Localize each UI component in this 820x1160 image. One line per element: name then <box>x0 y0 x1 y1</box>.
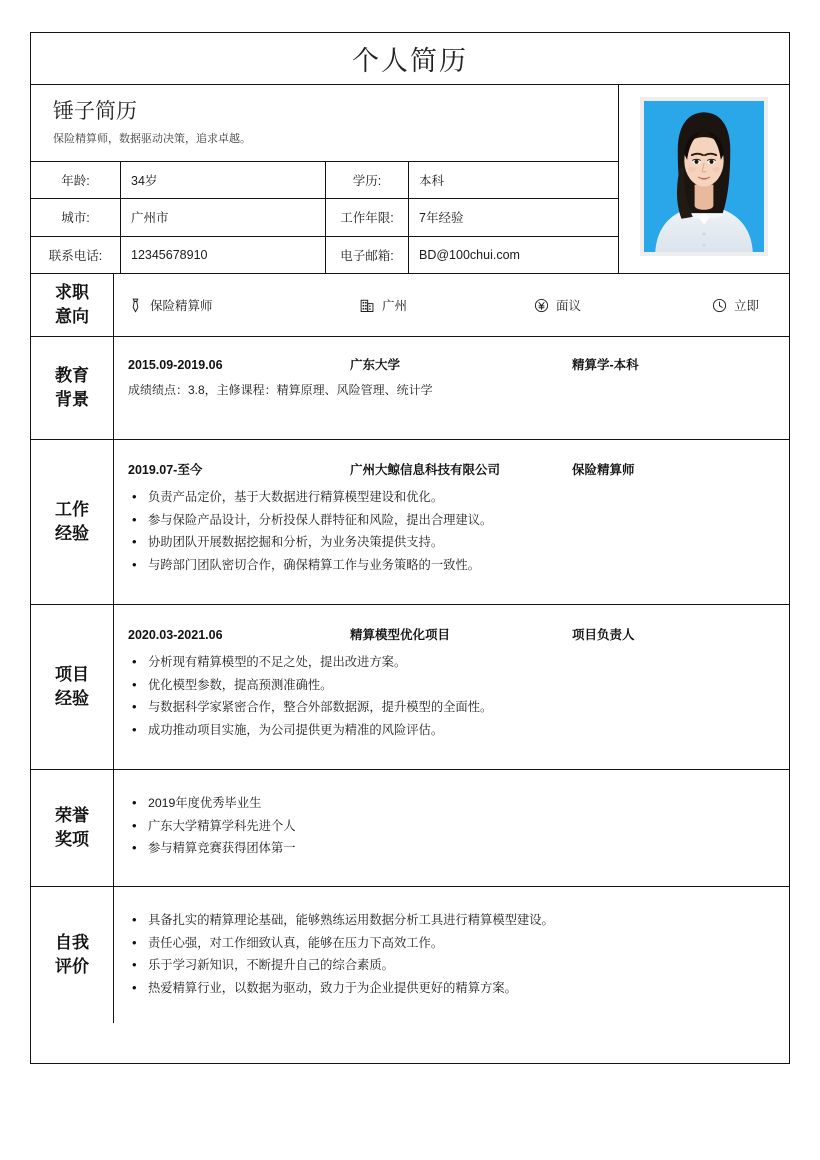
table-row <box>31 162 618 199</box>
work-date: 2019.07-至今 <box>128 463 203 477</box>
header-left <box>31 85 619 273</box>
intention-city-label: 广州 <box>382 299 408 313</box>
info-value-experience-years: 7年经验 <box>419 211 464 226</box>
section-label-work-experience <box>31 440 114 604</box>
project-entry-head <box>128 625 777 643</box>
work-role: 保险精算师 <box>572 463 635 477</box>
page-title: 个人简历 <box>352 46 468 76</box>
list-item: • 参与保险产品设计，分析投保人群特征和风险，提出合理建议。 <box>128 509 777 532</box>
section-education <box>31 337 789 440</box>
job-intention-list <box>114 274 789 336</box>
section-label-line-1: 工作 <box>55 499 89 519</box>
section-label-line-1: 项目 <box>55 664 89 684</box>
list-item: • 负责产品定价，基于大数据进行精算模型建设和优化。 <box>128 486 777 509</box>
section-label-project-experience <box>31 605 114 769</box>
project-name: 精算模型优化项目 <box>350 628 451 642</box>
section-label-job-intention <box>31 274 114 336</box>
intention-salary-label: 面议 <box>556 299 582 313</box>
intention-salary <box>534 296 712 314</box>
info-value-email: BD@100chui.com <box>419 247 520 262</box>
work-experience-body <box>114 440 789 604</box>
info-value-education: 本科 <box>419 174 445 189</box>
list-item: • 协助团队开展数据挖掘和分析，为业务决策提供支持。 <box>128 531 777 554</box>
section-label-line-2: 背景 <box>55 390 89 409</box>
salary-yen-icon <box>534 298 549 313</box>
section-label-honors <box>31 770 114 886</box>
project-bullet-list <box>128 651 777 742</box>
project-role: 项目负责人 <box>572 628 635 642</box>
education-body <box>114 337 789 439</box>
section-label-line-2: 评价 <box>55 957 89 976</box>
list-item: • 参与精算竞赛获得团体第一 <box>128 837 777 860</box>
intention-position <box>128 296 360 314</box>
section-label-line-1: 求职 <box>55 282 89 302</box>
section-job-intention <box>31 274 789 337</box>
list-item: • 乐于学习新知识，不断提升自己的综合素质。 <box>128 954 777 977</box>
candidate-tagline: 保险精算师，数据驱动决策，追求卓越。 <box>53 133 251 146</box>
list-item: • 热爱精算行业，以数据为驱动，致力于为企业提供更好的精算方案。 <box>128 977 777 1000</box>
table-row <box>31 237 618 273</box>
section-honors <box>31 770 789 887</box>
section-label-line-1: 自我 <box>55 932 89 952</box>
honors-bullet-list <box>128 792 777 860</box>
info-label-city: 城市: <box>31 199 121 235</box>
name-block <box>31 85 618 162</box>
intention-availability-label: 立即 <box>734 299 760 313</box>
intention-city <box>360 296 534 314</box>
info-label-phone: 联系电话: <box>31 237 121 273</box>
info-value-city: 广州市 <box>121 199 326 235</box>
header-section <box>31 85 789 274</box>
section-self-evaluation <box>31 887 789 1023</box>
section-label-line-2: 意向 <box>55 307 89 326</box>
resume-title-bar <box>31 33 789 85</box>
building-icon <box>360 298 375 313</box>
section-label-line-2: 经验 <box>55 524 89 543</box>
list-item: • 与数据科学家紧密合作，整合外部数据源，提升模型的全面性。 <box>128 696 777 719</box>
education-date: 2015.09-2019.06 <box>128 358 223 372</box>
self-evaluation-body <box>114 887 789 1023</box>
section-work-experience <box>31 440 789 605</box>
list-item: • 2019年度优秀毕业生 <box>128 792 777 815</box>
education-school: 广东大学 <box>350 358 401 372</box>
education-major: 精算学-本科 <box>572 358 639 372</box>
work-company: 广州大鲸信息科技有限公司 <box>350 463 501 477</box>
necktie-icon <box>128 298 143 313</box>
section-label-line-2: 奖项 <box>55 830 89 849</box>
list-item: • 与跨部门团队密切合作，确保精算工作与业务策略的一致性。 <box>128 554 777 577</box>
section-label-line-2: 经验 <box>55 689 89 708</box>
info-label-education: 学历: <box>326 162 409 198</box>
list-item: • 优化模型参数，提高预测准确性。 <box>128 674 777 697</box>
work-entry-head <box>128 460 777 478</box>
basic-info-table <box>31 162 618 273</box>
section-label-line-1: 教育 <box>55 365 89 385</box>
intention-position-label: 保险精算师 <box>150 299 213 313</box>
education-entry-head <box>128 355 777 373</box>
info-value-phone: 12345678910 <box>121 237 326 273</box>
honors-body <box>114 770 789 886</box>
list-item: • 具备扎实的精算理论基础，能够熟练运用数据分析工具进行精算模型建设。 <box>128 909 777 932</box>
list-item: • 成功推动项目实施，为公司提供更为精准的风险评估。 <box>128 719 777 742</box>
resume-page <box>30 32 790 1064</box>
list-item: • 责任心强，对工作细致认真，能够在压力下高效工作。 <box>128 932 777 955</box>
section-label-education <box>31 337 114 439</box>
info-label-experience-years: 工作年限: <box>326 199 409 235</box>
self-evaluation-bullet-list <box>128 909 777 1000</box>
section-label-line-1: 荣誉 <box>55 805 89 825</box>
candidate-photo <box>644 101 764 252</box>
candidate-name: 锤子简历 <box>53 100 137 123</box>
info-label-email: 电子邮箱: <box>326 237 409 273</box>
section-label-self-evaluation <box>31 887 114 1023</box>
table-row <box>31 199 618 236</box>
project-date: 2020.03-2021.06 <box>128 628 223 642</box>
list-item: • 广东大学精算学科先进个人 <box>128 815 777 838</box>
job-intention-body <box>114 274 789 336</box>
list-item: • 分析现有精算模型的不足之处，提出改进方案。 <box>128 651 777 674</box>
clock-icon <box>712 298 727 313</box>
intention-availability <box>712 296 759 314</box>
work-bullet-list <box>128 486 777 577</box>
section-project-experience <box>31 605 789 770</box>
info-label-age: 年龄: <box>31 162 121 198</box>
project-experience-body <box>114 605 789 769</box>
photo-cell <box>619 85 789 273</box>
info-value-age: 34岁 <box>121 162 326 198</box>
education-detail: 成绩绩点：3.8，主修课程：精算原理、风险管理、统计学 <box>128 383 433 397</box>
photo-frame <box>640 97 768 256</box>
